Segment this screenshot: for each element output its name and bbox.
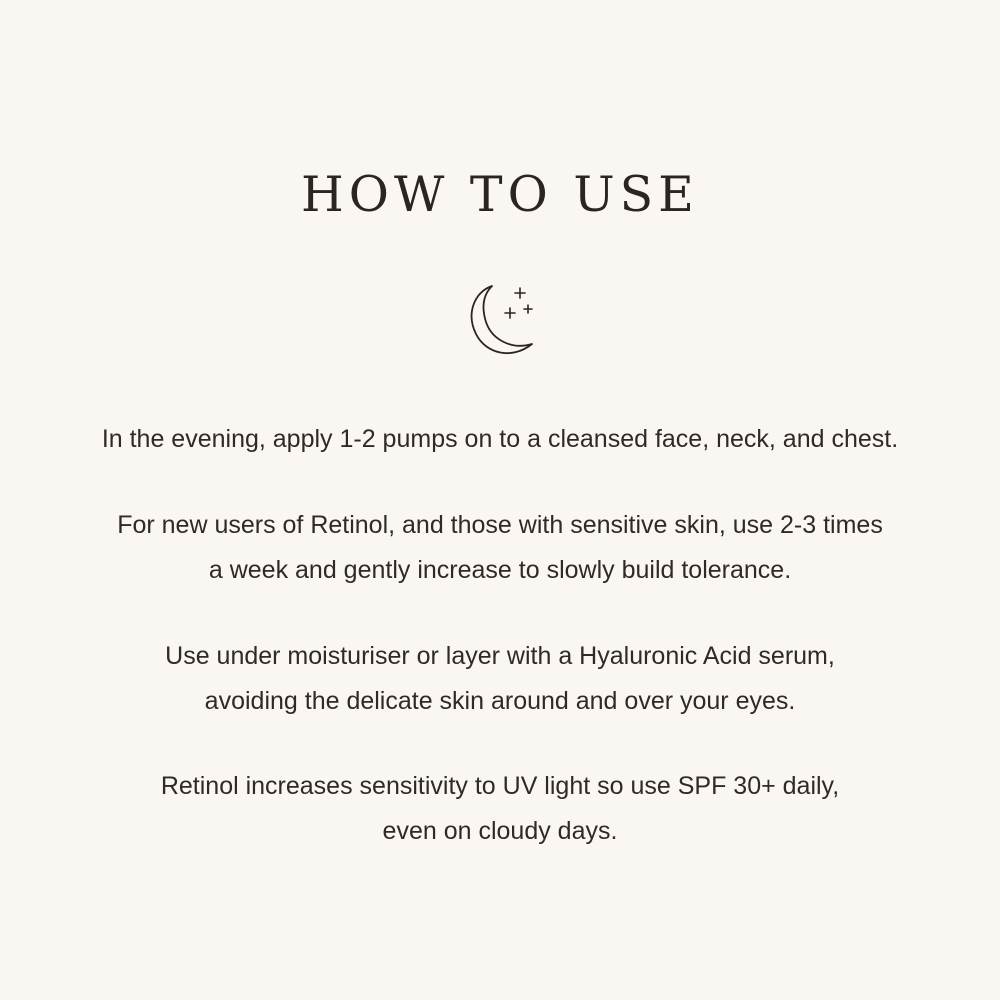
instruction-line: In the evening, apply 1-2 pumps on to a cleansed face, neck, and chest.	[101, 425, 899, 453]
instruction-spf	[0, 764, 1000, 854]
instruction-line: For new users of Retinol, and those with sensitive skin, use 2-3 times	[117, 511, 883, 539]
instruction-line: even on cloudy days.	[382, 817, 618, 845]
moon-stars-icon	[468, 284, 536, 360]
instruction-line: Use under moisturiser or layer with a Hyaluronic Acid serum,	[165, 642, 835, 670]
instruction-evening	[0, 417, 1000, 462]
instruction-line: a week and gently increase to slowly build tolerance.	[208, 556, 792, 584]
instruction-line: Retinol increases sensitivity to UV light so use SPF 30+ daily,	[160, 772, 840, 800]
instruction-new-users	[0, 503, 1000, 593]
instruction-layering	[0, 634, 1000, 724]
instruction-line: avoiding the delicate skin around and over your eyes.	[204, 687, 796, 715]
page-title: HOW TO USE	[301, 166, 699, 223]
